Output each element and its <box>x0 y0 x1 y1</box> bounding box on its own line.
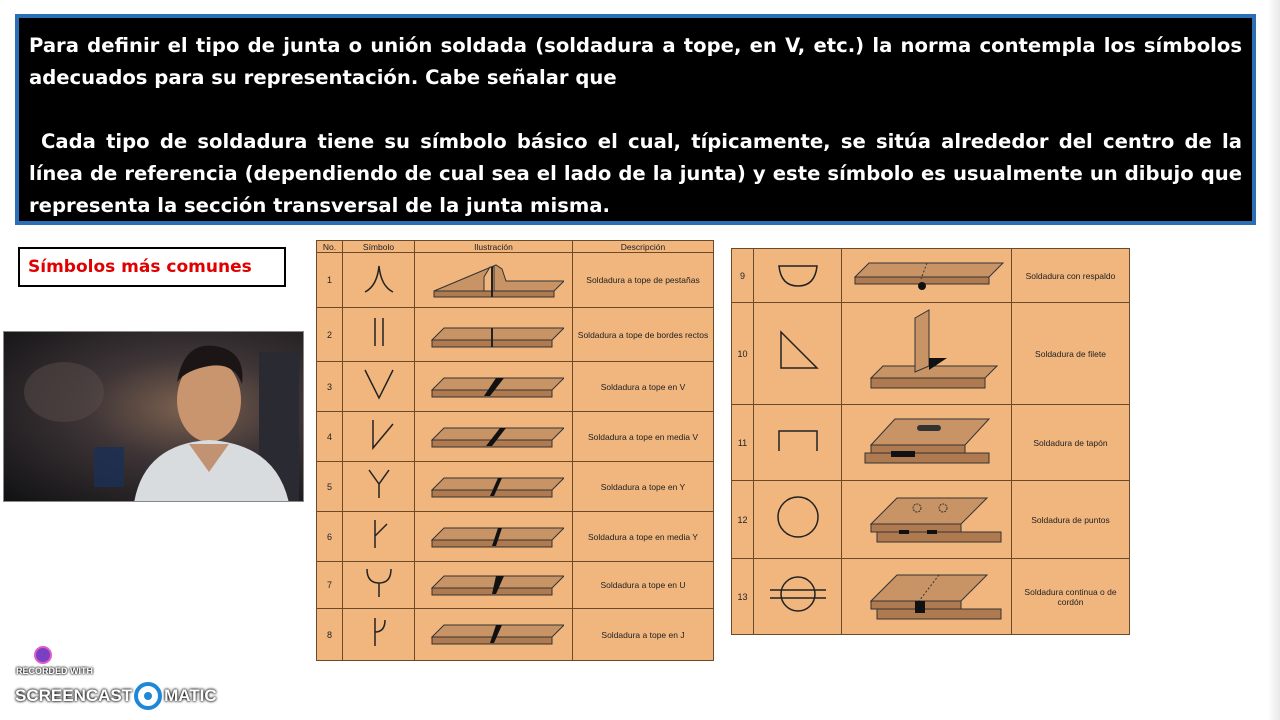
table-row <box>732 559 1130 635</box>
illustration-half-y <box>415 512 573 562</box>
row-number: 6 <box>317 512 343 562</box>
row-description: Soldadura a tope en media Y <box>573 512 714 562</box>
brand-right-text: MATIC <box>164 686 217 705</box>
header-symbol: Símbolo <box>343 241 415 253</box>
half-v-symbol-icon <box>343 412 415 462</box>
weld-symbols-table-left <box>316 240 714 661</box>
weld-symbols-table-right <box>731 248 1130 635</box>
table-row <box>732 249 1130 303</box>
common-symbols-title <box>18 247 286 287</box>
y-butt-symbol-icon <box>343 462 415 512</box>
row-number: 9 <box>732 249 754 303</box>
illustration-y-butt <box>415 462 573 512</box>
table-row <box>317 562 714 609</box>
row-number: 1 <box>317 253 343 308</box>
table-row <box>732 405 1130 481</box>
fillet-symbol-icon <box>754 303 842 405</box>
illustration-seam <box>842 559 1012 635</box>
row-description: Soldadura a tope de bordes rectos <box>573 308 714 362</box>
row-description: Soldadura a tope en Y <box>573 462 714 512</box>
recorded-with-label: RECORDED WITH <box>16 666 93 676</box>
row-description: Soldadura a tope en media V <box>573 412 714 462</box>
v-butt-symbol-icon <box>343 362 415 412</box>
illustration-half-v <box>415 412 573 462</box>
half-y-symbol-icon <box>343 512 415 562</box>
illustration-flange-butt <box>415 253 573 308</box>
row-number: 13 <box>732 559 754 635</box>
illustration-u-butt <box>415 562 573 609</box>
brand-ring-icon <box>134 682 162 710</box>
row-number: 12 <box>732 481 754 559</box>
row-description: Soldadura de tapón <box>1012 405 1130 481</box>
webcam-overlay <box>3 331 304 502</box>
header-illustration: Ilustración <box>415 241 573 253</box>
common-symbols-label: Símbolos más comunes <box>28 257 252 277</box>
table-row <box>732 303 1130 405</box>
illustration-j-butt <box>415 609 573 661</box>
intro-paragraph-1: Para definir el tipo de junta o unión soldada (soldadura a tope, en V, etc.) la norma contempla los símbolos adecuados para su representación. Cabe señalar que <box>29 34 1242 89</box>
j-butt-symbol-icon <box>343 609 415 661</box>
illustration-spot <box>842 481 1012 559</box>
table-row <box>317 512 714 562</box>
row-number: 5 <box>317 462 343 512</box>
intro-paragraph-2: Cada tipo de soldadura tiene su símbolo básico el cual, típicamente, se sitúa alrededor del centro de la línea de referencia (dependiendo de cual sea el lado de la junta) y este símbolo es usualmente un dibujo que representa la sección transversal de la junta misma. <box>29 130 1242 217</box>
table-row <box>732 481 1130 559</box>
row-description: Soldadura a tope de pestañas <box>573 253 714 308</box>
row-description: Soldadura a tope en J <box>573 609 714 661</box>
row-number: 3 <box>317 362 343 412</box>
intro-text-box <box>15 14 1256 225</box>
table-row <box>317 412 714 462</box>
backing-symbol-icon <box>754 249 842 303</box>
plug-symbol-icon <box>754 405 842 481</box>
row-description: Soldadura a tope en U <box>573 562 714 609</box>
row-description: Soldadura con respaldo <box>1012 249 1130 303</box>
window-edge <box>1268 0 1280 720</box>
table-row <box>317 609 714 661</box>
row-number: 10 <box>732 303 754 405</box>
presenter-image <box>4 332 304 502</box>
screencast-o-matic-logo <box>15 682 217 710</box>
table-row <box>317 253 714 308</box>
row-number: 4 <box>317 412 343 462</box>
flange-butt-symbol-icon <box>343 253 415 308</box>
table-header-row <box>317 241 714 253</box>
spot-symbol-icon <box>754 481 842 559</box>
table-row <box>317 462 714 512</box>
row-number: 2 <box>317 308 343 362</box>
illustration-fillet <box>842 303 1012 405</box>
header-no: No. <box>317 241 343 253</box>
table-row <box>317 308 714 362</box>
row-number: 7 <box>317 562 343 609</box>
illustration-backing <box>842 249 1012 303</box>
illustration-square-butt <box>415 308 573 362</box>
header-description: Descripción <box>573 241 714 253</box>
brand-left-text: SCREENCAST <box>15 686 133 705</box>
illustration-v-butt <box>415 362 573 412</box>
illustration-plug <box>842 405 1012 481</box>
row-description: Soldadura de puntos <box>1012 481 1130 559</box>
square-butt-symbol-icon <box>343 308 415 362</box>
record-indicator-icon <box>34 646 52 664</box>
table-row <box>317 362 714 412</box>
row-description: Soldadura de filete <box>1012 303 1130 405</box>
row-number: 8 <box>317 609 343 661</box>
row-description: Soldadura a tope en V <box>573 362 714 412</box>
seam-symbol-icon <box>754 559 842 635</box>
row-description: Soldadura continua o de cordón <box>1012 559 1130 635</box>
row-number: 11 <box>732 405 754 481</box>
u-butt-symbol-icon <box>343 562 415 609</box>
